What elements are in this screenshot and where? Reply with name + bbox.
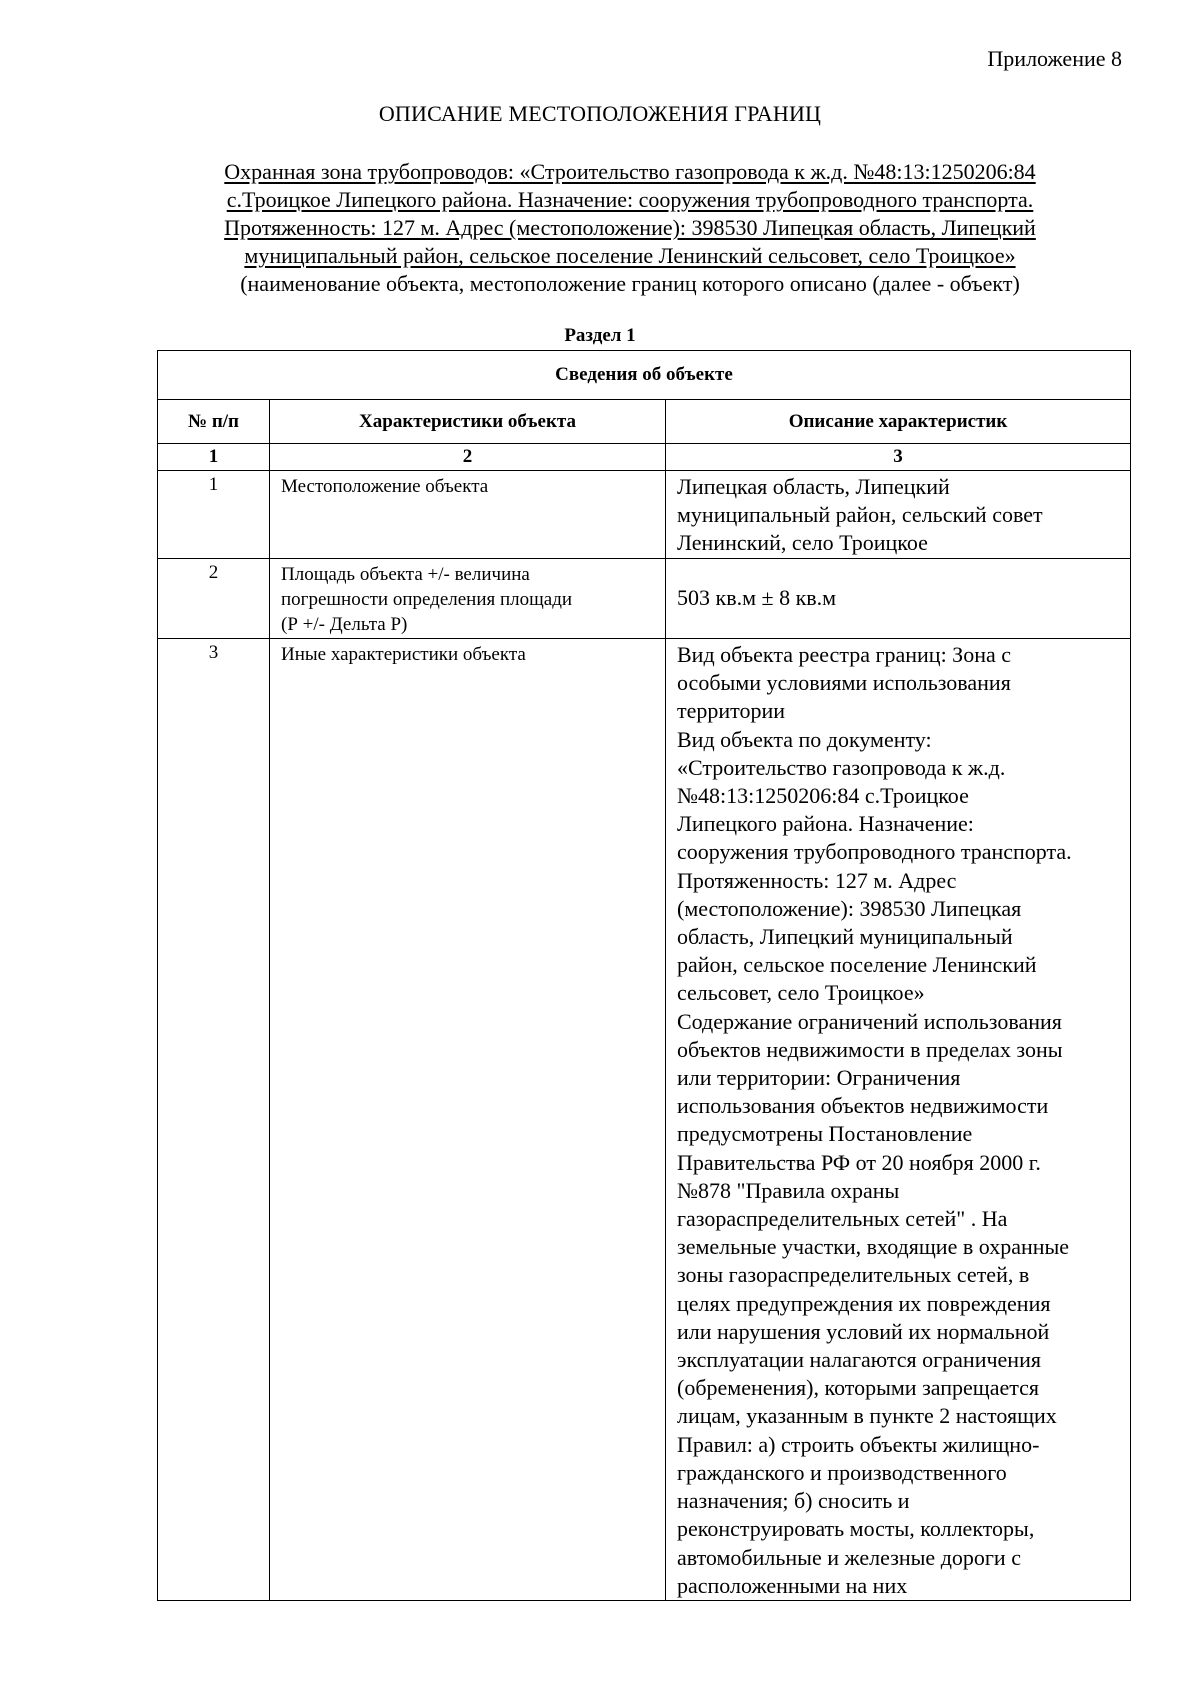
description-line: Правил: а) строить объекты жилищно-: [677, 1431, 1040, 1457]
row-characteristic: Иные характеристики объекта: [270, 639, 666, 1601]
description-line: сельсовет, село Троицкое»: [677, 980, 925, 1006]
appendix-label: Приложение 8: [987, 46, 1122, 71]
description-line: Вид объекта по документу:: [677, 726, 932, 752]
description-line: эксплуатации налагаются ограничения: [677, 1347, 1041, 1373]
description-line: Правительства РФ от 20 ноября 2000 г.: [677, 1149, 1041, 1175]
document-title: ОПИСАНИЕ МЕСТОПОЛОЖЕНИЯ ГРАНИЦ: [378, 101, 822, 126]
section-label: Раздел 1: [564, 325, 636, 346]
characteristic-line: погрешности определения площади: [281, 589, 573, 610]
row-number: 1: [158, 471, 270, 559]
column-number: 1: [158, 444, 270, 471]
description-line: сооружения трубопроводного транспорта.: [677, 839, 1072, 865]
description-line: Содержание ограничений использования: [677, 1008, 1062, 1034]
table-row: [158, 559, 1131, 639]
table-title: Сведения об объекте: [158, 351, 1131, 400]
header-number: № п/п: [158, 400, 270, 444]
description-line: объектов недвижимости в пределах зоны: [677, 1036, 1063, 1062]
row-characteristic: Местоположение объекта: [270, 471, 666, 559]
object-caption: (наименование объекта, местоположение границ которого описано (далее - объект): [240, 271, 1020, 296]
characteristic-line: (Р +/- Дельта Р): [281, 614, 408, 635]
row-description: [666, 639, 1131, 1601]
row-number: 3: [158, 639, 270, 1601]
table-header-row: [158, 400, 1131, 444]
object-name-line: Охранная зона трубопроводов: «Строительство газопровода к ж.д. №48:13:1250206:84: [224, 159, 1036, 184]
description-line: особыми условиями использования: [677, 670, 1011, 696]
description-line: муниципальный район, сельский совет: [677, 502, 1043, 528]
description-line: автомобильные и железные дороги с: [677, 1544, 1021, 1570]
description-line: Липецкая область, Липецкий: [677, 474, 950, 499]
description-line: предусмотрены Постановление: [677, 1121, 973, 1147]
description-line: целях предупреждения их повреждения: [677, 1290, 1051, 1316]
description-line: (обременения), которыми запрещается: [677, 1375, 1040, 1401]
description-line: (местоположение): 398530 Липецкая: [677, 895, 1022, 921]
description-line: №48:13:1250206:84 с.Троицкое: [677, 783, 969, 809]
object-name-line: с.Троицкое Липецкого района. Назначение: сооружения трубопроводного транспорта.: [226, 187, 1034, 212]
description-line: Ленинский, село Троицкое: [677, 530, 928, 556]
description-line: 503 кв.м ± 8 кв.м: [677, 585, 837, 611]
object-info-table: [157, 350, 1131, 1601]
description-line: Липецкого района. Назначение:: [677, 811, 974, 837]
object-description: [150, 158, 1110, 298]
header-description: Описание характеристик: [666, 400, 1131, 444]
description-line: №878 "Правила охраны: [677, 1177, 900, 1203]
object-name-line: Протяженность: 127 м. Адрес (местоположение): 398530 Липецкая область, Липецкий: [224, 215, 1036, 240]
description-line: газораспределительных сетей" . На: [677, 1206, 1008, 1232]
description-line: область, Липецкий муниципальный: [677, 924, 1013, 950]
row-description: [666, 471, 1131, 559]
description-line: зоны газораспределительных сетей, в: [677, 1262, 1030, 1288]
description-line: использования объектов недвижимости: [677, 1093, 1049, 1119]
table-row: [158, 471, 1131, 559]
column-number: 3: [666, 444, 1131, 471]
description-line: расположенными на них: [677, 1572, 908, 1598]
row-characteristic: [270, 559, 666, 639]
column-number-row: [158, 444, 1131, 471]
row-number: 2: [158, 559, 270, 639]
table-row: [158, 639, 1131, 1601]
column-number: 2: [270, 444, 666, 471]
description-line: земельные участки, входящие в охранные: [677, 1234, 1070, 1260]
description-line: или территории: Ограничения: [677, 1065, 961, 1091]
description-line: Вид объекта реестра границ: Зона с: [677, 642, 1012, 667]
description-line: или нарушения условий их нормальной: [677, 1318, 1050, 1344]
description-line: район, сельское поселение Ленинский: [677, 952, 1037, 978]
row-description: [666, 559, 1131, 639]
description-line: реконструировать мосты, коллекторы,: [677, 1516, 1035, 1542]
object-name-line: муниципальный район, сельское поселение Ленинский сельсовет, село Троицкое»: [244, 243, 1016, 268]
description-line: «Строительство газопровода к ж.д.: [677, 754, 1006, 780]
description-line: территории: [677, 698, 786, 724]
description-line: назначения; б) сносить и: [677, 1488, 910, 1514]
description-line: лицам, указанным в пункте 2 настоящих: [677, 1403, 1057, 1429]
description-line: гражданского и производственного: [677, 1459, 1007, 1485]
characteristic-line: Площадь объекта +/- величина: [281, 564, 530, 585]
header-characteristics: Характеристики объекта: [270, 400, 666, 444]
description-line: Протяженность: 127 м. Адрес: [677, 867, 957, 893]
